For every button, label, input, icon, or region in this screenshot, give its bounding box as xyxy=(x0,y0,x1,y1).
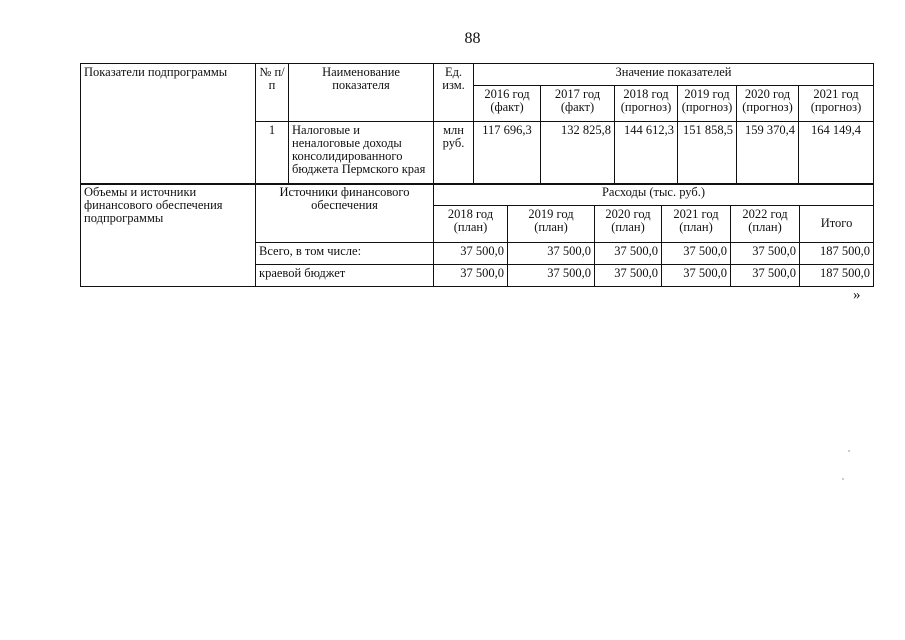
year-header: 2019 год (прогноз) xyxy=(678,86,737,122)
header-sources: Источники финансового обеспечения xyxy=(256,184,434,243)
value-cell: 37 500,0 xyxy=(595,264,662,286)
row-number: 1 xyxy=(256,122,289,185)
header-expenses: Расходы (тыс. руб.) xyxy=(434,184,874,206)
value-cell: 187 500,0 xyxy=(800,264,874,286)
header-indicators: Показатели подпрограммы xyxy=(81,64,256,185)
value-cell: 159 370,4 xyxy=(737,122,799,185)
plan-year-header: 2018 год (план) xyxy=(434,206,508,242)
indicator-name: Налоговые и неналоговые доходы консолидированного бюджета Пермского края xyxy=(289,122,434,185)
plan-year-header: 2019 год (план) xyxy=(508,206,595,242)
value-cell: 37 500,0 xyxy=(508,264,595,286)
value-cell: 151 858,5 xyxy=(678,122,737,185)
value-cell: 144 612,3 xyxy=(615,122,678,185)
year-header: 2017 год (факт) xyxy=(541,86,615,122)
plan-total-header: Итого xyxy=(800,206,874,242)
header-values: Значение показателей xyxy=(474,64,874,86)
value-cell: 187 500,0 xyxy=(800,242,874,264)
value-cell: 117 696,3 xyxy=(474,122,541,185)
year-header: 2016 год (факт) xyxy=(474,86,541,122)
value-cell: 37 500,0 xyxy=(662,242,731,264)
year-header: 2018 год (прогноз) xyxy=(615,86,678,122)
finance-table xyxy=(80,183,874,287)
year-header: 2021 год (прогноз) xyxy=(799,86,874,122)
value-cell: 164 149,4 xyxy=(799,122,874,185)
closing-quote-mark: » xyxy=(853,287,861,303)
scan-speck xyxy=(842,478,844,480)
header-volumes: Объемы и источники финансового обеспечения подпрограммы xyxy=(81,184,256,287)
header-unit: Ед. изм. xyxy=(434,64,474,122)
plan-year-header: 2022 год (план) xyxy=(731,206,800,242)
value-cell: 132 825,8 xyxy=(541,122,615,185)
value-cell: 37 500,0 xyxy=(434,264,508,286)
value-cell: 37 500,0 xyxy=(731,242,800,264)
value-cell: 37 500,0 xyxy=(508,242,595,264)
source-label: Всего, в том числе: xyxy=(256,242,434,264)
header-num: № п/п xyxy=(256,64,289,122)
scan-speck xyxy=(848,450,850,452)
page-number: 88 xyxy=(464,30,481,47)
value-cell: 37 500,0 xyxy=(662,264,731,286)
value-cell: 37 500,0 xyxy=(434,242,508,264)
year-header: 2020 год (прогноз) xyxy=(737,86,799,122)
value-cell: 37 500,0 xyxy=(731,264,800,286)
indicator-unit: млн руб. xyxy=(434,122,474,185)
indicators-table xyxy=(80,63,874,185)
header-name: Наименование показателя xyxy=(289,64,434,122)
plan-year-header: 2020 год (план) xyxy=(595,206,662,242)
source-label: краевой бюджет xyxy=(256,264,434,286)
value-cell: 37 500,0 xyxy=(595,242,662,264)
plan-year-header: 2021 год (план) xyxy=(662,206,731,242)
